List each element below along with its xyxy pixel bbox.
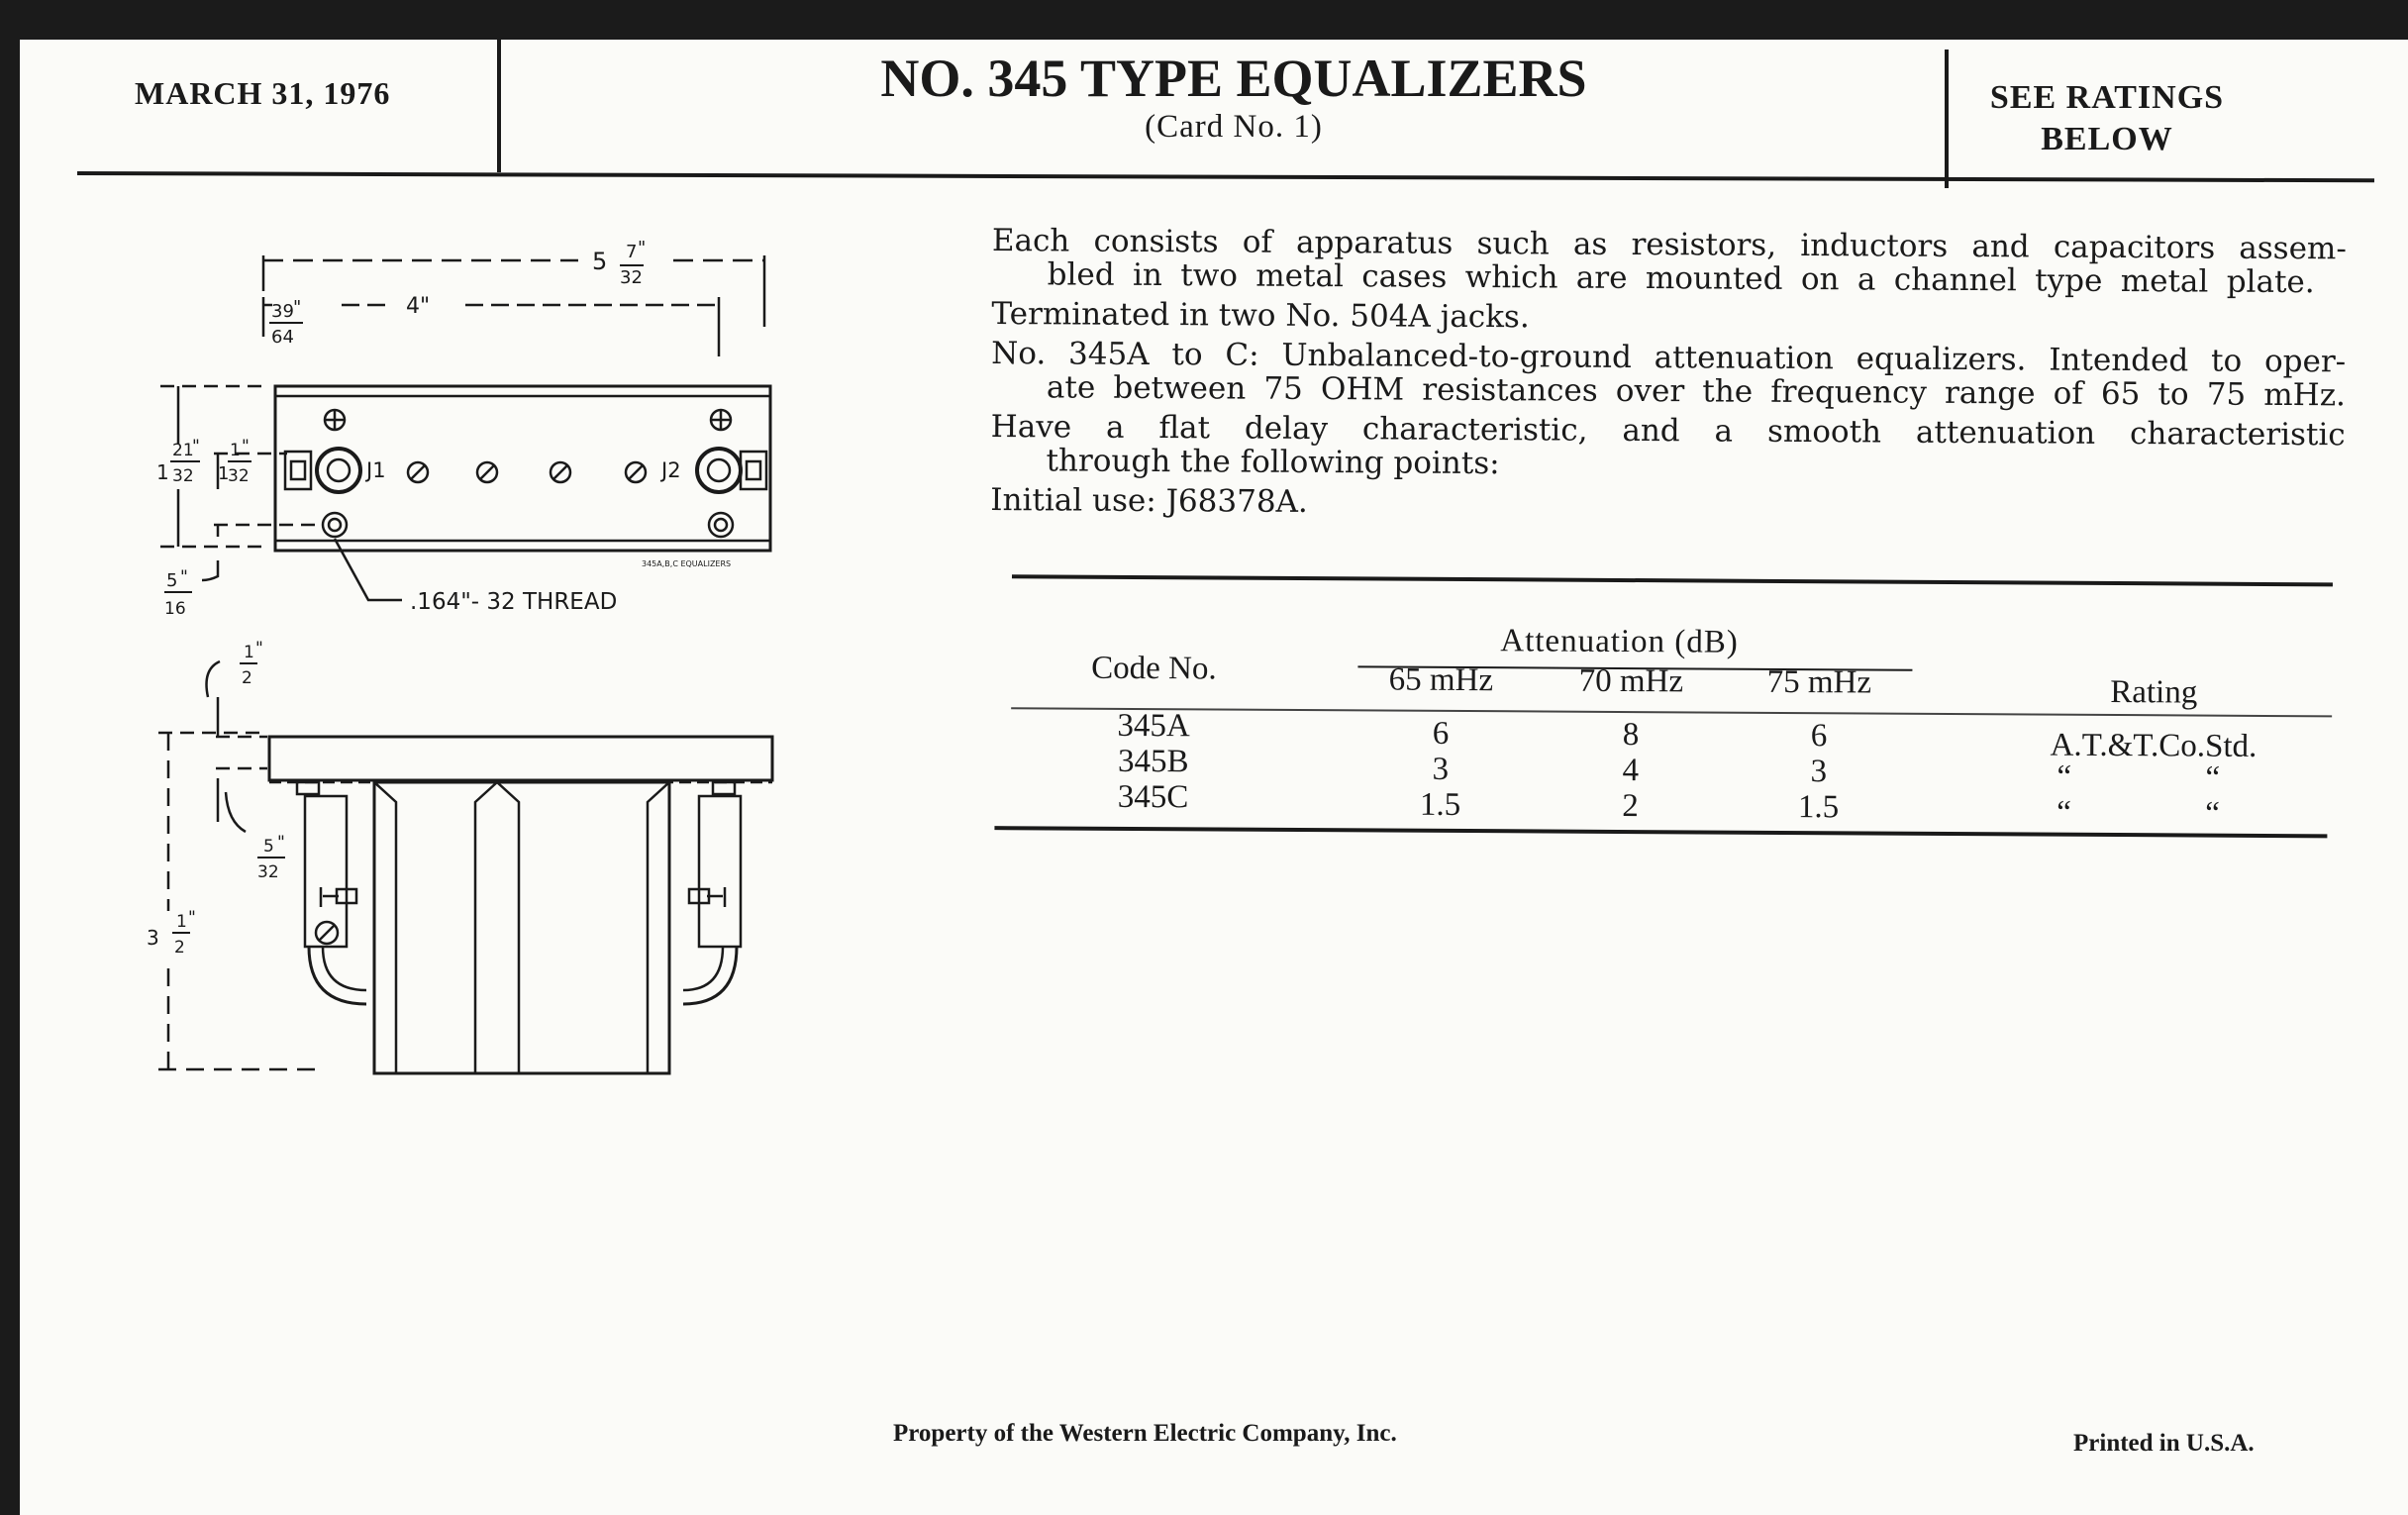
col-65-header: 65 mHz	[1388, 661, 1494, 699]
side-height-num: 1	[176, 912, 187, 932]
cell-75: 6	[1810, 718, 1828, 755]
desc-line: Have a flat delay characteristic, and a smooth attenuation characteristic	[990, 408, 2346, 454]
equalizer-drawing	[119, 228, 891, 1248]
inch-mark: "	[180, 567, 188, 587]
cell-70: 8	[1622, 716, 1640, 754]
side-gap-den: 32	[257, 862, 279, 882]
inch-mark: "	[638, 238, 647, 258]
cell-code: 345A	[1117, 707, 1190, 745]
cell-70: 4	[1622, 752, 1640, 789]
dim-height-whole: 1	[156, 460, 169, 484]
dim-bottom-den: 16	[164, 599, 186, 619]
cell-ditto: “	[2205, 759, 2221, 796]
dim-hole-whole: 1	[218, 463, 230, 484]
thread-label: .164"- 32 THREAD	[410, 589, 618, 615]
header-divider-right	[1945, 50, 1949, 188]
side-gap-num: 5	[263, 837, 274, 857]
side-height-whole: 3	[147, 926, 159, 950]
dim-offset-den: 64	[271, 327, 294, 348]
desc-line: ate between 75 OHM resistances over the frequency range of 65 to 75 mHz.	[1046, 369, 2347, 414]
dim-offset-num: 39	[271, 301, 294, 322]
page-title: NO. 345 TYPE EQUALIZERS	[880, 49, 1587, 108]
inch-mark: "	[188, 908, 196, 928]
col-70-header: 70 mHz	[1578, 662, 1684, 700]
desc-line: Initial use: J68378A.	[990, 481, 1308, 520]
dim-spacing: 4"	[406, 294, 431, 319]
inch-mark: "	[293, 297, 302, 318]
jack-j1-label: J1	[366, 458, 386, 482]
cell-65: 3	[1432, 751, 1450, 787]
col-rating-header: Rating	[2110, 673, 2198, 711]
inch-mark: "	[242, 437, 250, 456]
header-bottom-rule	[77, 171, 2374, 182]
property-notice: Property of the Western Electric Company, Inc.	[893, 1420, 1397, 1447]
side-top-den: 2	[242, 668, 252, 688]
inch-mark: "	[192, 437, 200, 456]
table-bottom-rule	[994, 826, 2327, 838]
dim-height-num: 21	[172, 441, 194, 460]
jack-j2-label: J2	[661, 458, 681, 482]
side-top-num: 1	[244, 643, 254, 662]
equipment-card	[20, 40, 2408, 1515]
cell-65: 6	[1432, 715, 1450, 752]
col-75-header: 75 mHz	[1766, 663, 1872, 701]
cell-75: 1.5	[1797, 789, 1840, 826]
dim-height-den: 32	[172, 466, 194, 486]
dim-bottom-num: 5	[166, 570, 178, 591]
desc-line: bled in two metal cases which are mounted on a channel type metal plate.	[1047, 256, 2315, 301]
cell-rating: A.T.&T.Co.Std.	[2050, 727, 2258, 764]
attenuation-header: Attenuation (dB)	[1500, 623, 1739, 660]
desc-line: Each consists of apparatus such as resistors, inductors and capacitors assem-	[991, 223, 2347, 267]
ratings-note-line2: BELOW	[2041, 121, 2173, 157]
ratings-table	[974, 574, 2333, 850]
ratings-note	[1960, 77, 2254, 160]
cell-code: 345C	[1117, 778, 1189, 816]
dim-hole-den: 32	[228, 466, 250, 486]
dim-overall-whole: 5	[592, 248, 608, 275]
desc-line: through the following points:	[1046, 443, 1500, 482]
table-top-rule	[1012, 574, 2333, 586]
dim-hole-num: 1	[230, 441, 241, 460]
plate-marking: 345A,B,C EQUALIZERS	[642, 559, 732, 568]
col-code-header: Code No.	[1091, 650, 1217, 687]
desc-line: No. 345A to C: Unbalanced-to-ground attenuation equalizers. Intended to oper-	[991, 335, 2347, 380]
inch-mark: "	[255, 639, 263, 658]
page-subtitle: (Card No. 1)	[1145, 109, 1323, 145]
ratings-note-line1: SEE RATINGS	[1989, 79, 2225, 116]
desc-line: Terminated in two No. 504A jacks.	[991, 295, 1530, 336]
cell-ditto: “	[2057, 794, 2071, 831]
printed-notice: Printed in U.S.A.	[2073, 1430, 2255, 1457]
side-height-den: 2	[174, 938, 185, 958]
cell-code: 345B	[1117, 743, 1189, 780]
inch-mark: "	[277, 833, 285, 853]
cell-70: 2	[1622, 787, 1639, 825]
dim-overall-num: 7	[626, 242, 638, 262]
cell-65: 1.5	[1419, 786, 1461, 823]
cell-ditto: “	[2057, 758, 2072, 795]
cell-ditto: “	[2205, 795, 2220, 832]
card-date: MARCH 31, 1976	[135, 75, 391, 111]
cell-75: 3	[1810, 754, 1828, 790]
description	[990, 224, 2347, 525]
dim-overall-den: 32	[620, 267, 643, 288]
